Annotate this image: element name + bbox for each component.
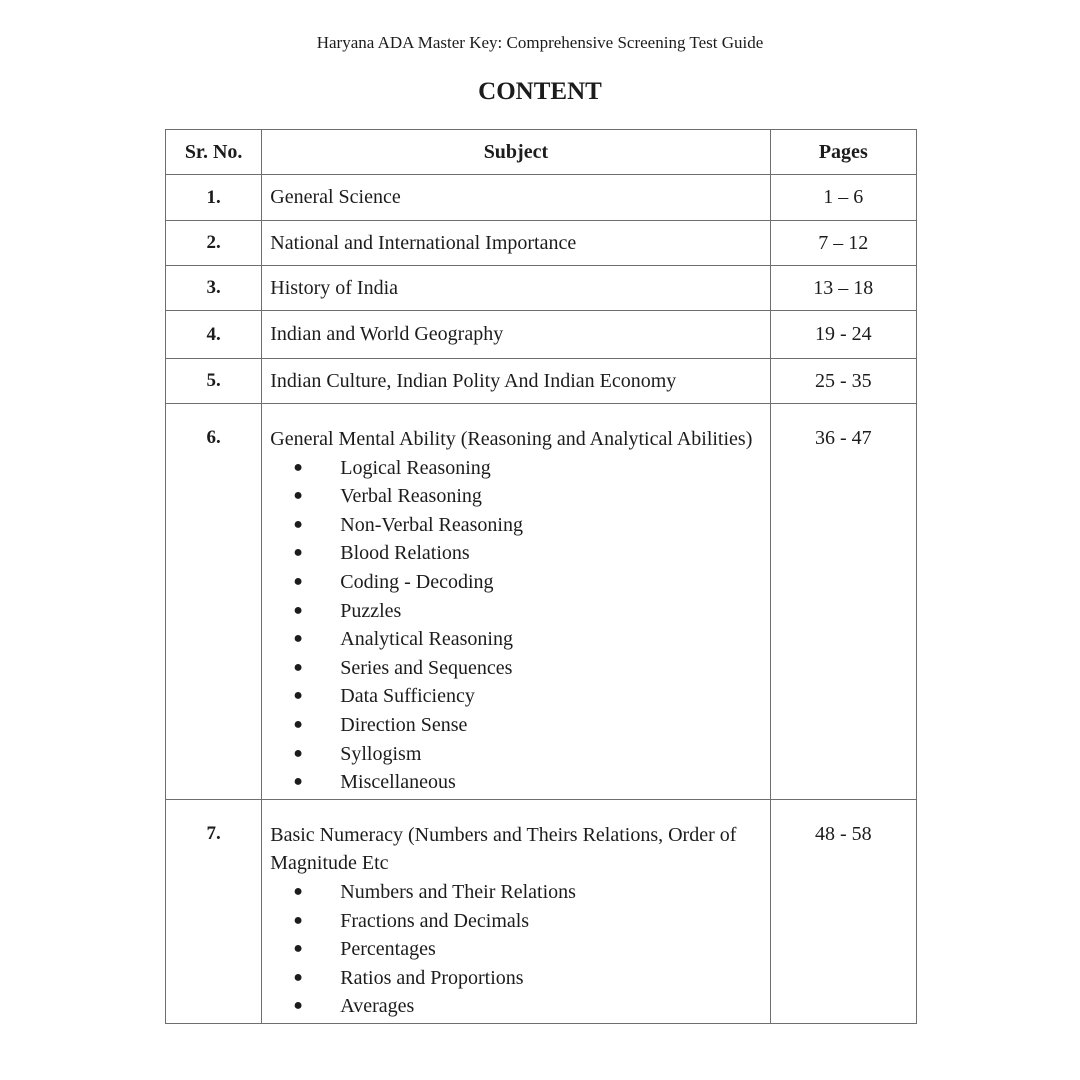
subtopic-label: Ratios and Proportions: [340, 966, 524, 989]
bullet-icon: ●: [293, 882, 303, 900]
bullet-icon: ●: [293, 997, 303, 1015]
subtopic-item: [270, 992, 761, 1021]
subject-name: Indian and World Geography: [262, 311, 770, 359]
bullet-icon: ●: [293, 687, 303, 705]
subtopic-item: [270, 625, 761, 654]
subtopic-label: Series and Sequences: [340, 656, 513, 679]
bullet-icon: ●: [293, 630, 303, 648]
subtopic-item: [270, 454, 761, 483]
subject-name: General Mental Ability (Reasoning and Analytical Abilities): [270, 428, 753, 450]
page-range: 13 – 18: [770, 266, 916, 311]
subtopic-item: [270, 539, 761, 568]
subject-name: National and International Importance: [262, 221, 770, 266]
sr-number: 6.: [166, 404, 262, 800]
subtopic-label: Averages: [340, 995, 415, 1018]
subtopic-label: Puzzles: [340, 599, 402, 622]
table-row: [166, 175, 917, 221]
table-row: [166, 799, 917, 1023]
subtopic-label: Fractions and Decimals: [340, 909, 530, 932]
subject-name: General Science: [262, 175, 770, 221]
page-range: 1 – 6: [770, 175, 916, 221]
subtopic-label: Percentages: [340, 938, 436, 961]
table-header-row: [166, 130, 917, 175]
bullet-icon: ●: [293, 658, 303, 676]
bullet-icon: ●: [293, 911, 303, 929]
column-header-pages: Pages: [770, 130, 916, 175]
subtopic-item: [270, 964, 761, 993]
sr-number: 2.: [166, 221, 262, 266]
subtopic-label: Analytical Reasoning: [340, 628, 513, 651]
column-header-sr-no: Sr. No.: [166, 130, 262, 175]
table-row: [166, 404, 917, 800]
bullet-icon: ●: [293, 487, 303, 505]
subtopic-item: [270, 654, 761, 683]
subtopic-item: [270, 878, 761, 907]
subtopic-list: [270, 878, 761, 1021]
subtopic-label: Data Sufficiency: [340, 685, 475, 708]
bullet-icon: ●: [293, 458, 303, 476]
sr-number: 3.: [166, 266, 262, 311]
page-title: CONTENT: [478, 78, 602, 105]
sr-number: 7.: [166, 799, 262, 1023]
subject-cell: [262, 799, 770, 1023]
subtopic-item: [270, 597, 761, 626]
subtopic-item: [270, 907, 761, 936]
column-header-subject: Subject: [262, 130, 770, 175]
page-range: 19 - 24: [770, 311, 916, 359]
page-range: 48 - 58: [770, 799, 916, 1023]
subtopic-label: Logical Reasoning: [340, 456, 491, 479]
subtopic-label: Direction Sense: [340, 713, 468, 736]
bullet-icon: ●: [293, 601, 303, 619]
bullet-icon: ●: [293, 572, 303, 590]
sr-number: 1.: [166, 175, 262, 221]
subtopic-item: [270, 768, 761, 797]
page-range: 36 - 47: [770, 404, 916, 800]
subject-name: History of India: [262, 266, 770, 311]
subject-name: Indian Culture, Indian Polity And Indian Economy: [262, 359, 770, 404]
table-row: [166, 221, 917, 266]
table-row: [166, 311, 917, 359]
bullet-icon: ●: [293, 515, 303, 533]
subtopic-label: Non-Verbal Reasoning: [340, 513, 523, 536]
subject-cell: [262, 404, 770, 800]
subtopic-label: Blood Relations: [340, 542, 470, 565]
subtopic-item: [270, 482, 761, 511]
subtopic-item: [270, 935, 761, 964]
subtopic-label: Numbers and Their Relations: [340, 880, 576, 903]
table-row: [166, 266, 917, 311]
bullet-icon: ●: [293, 773, 303, 791]
subtopic-list: [270, 454, 761, 797]
subject-name: Basic Numeracy (Numbers and Theirs Relations, Order of Magnitude Etc: [270, 823, 737, 875]
bullet-icon: ●: [293, 715, 303, 733]
subtopic-item: [270, 568, 761, 597]
subtopic-item: [270, 511, 761, 540]
subtopic-item: [270, 711, 761, 740]
subtopic-item: [270, 740, 761, 769]
bullet-icon: ●: [293, 544, 303, 562]
page-range: 25 - 35: [770, 359, 916, 404]
subtopic-label: Verbal Reasoning: [340, 485, 482, 508]
page-range: 7 – 12: [770, 221, 916, 266]
subtopic-label: Coding - Decoding: [340, 570, 494, 593]
subtopic-label: Syllogism: [340, 742, 422, 765]
bullet-icon: ●: [293, 744, 303, 762]
subtopic-item: [270, 682, 761, 711]
sr-number: 4.: [166, 311, 262, 359]
sr-number: 5.: [166, 359, 262, 404]
bullet-icon: ●: [293, 940, 303, 958]
contents-table: [165, 129, 917, 1024]
table-row: [166, 359, 917, 404]
subtopic-label: Miscellaneous: [340, 771, 456, 794]
bullet-icon: ●: [293, 968, 303, 986]
running-header: Haryana ADA Master Key: Comprehensive Screening Test Guide: [316, 33, 764, 52]
